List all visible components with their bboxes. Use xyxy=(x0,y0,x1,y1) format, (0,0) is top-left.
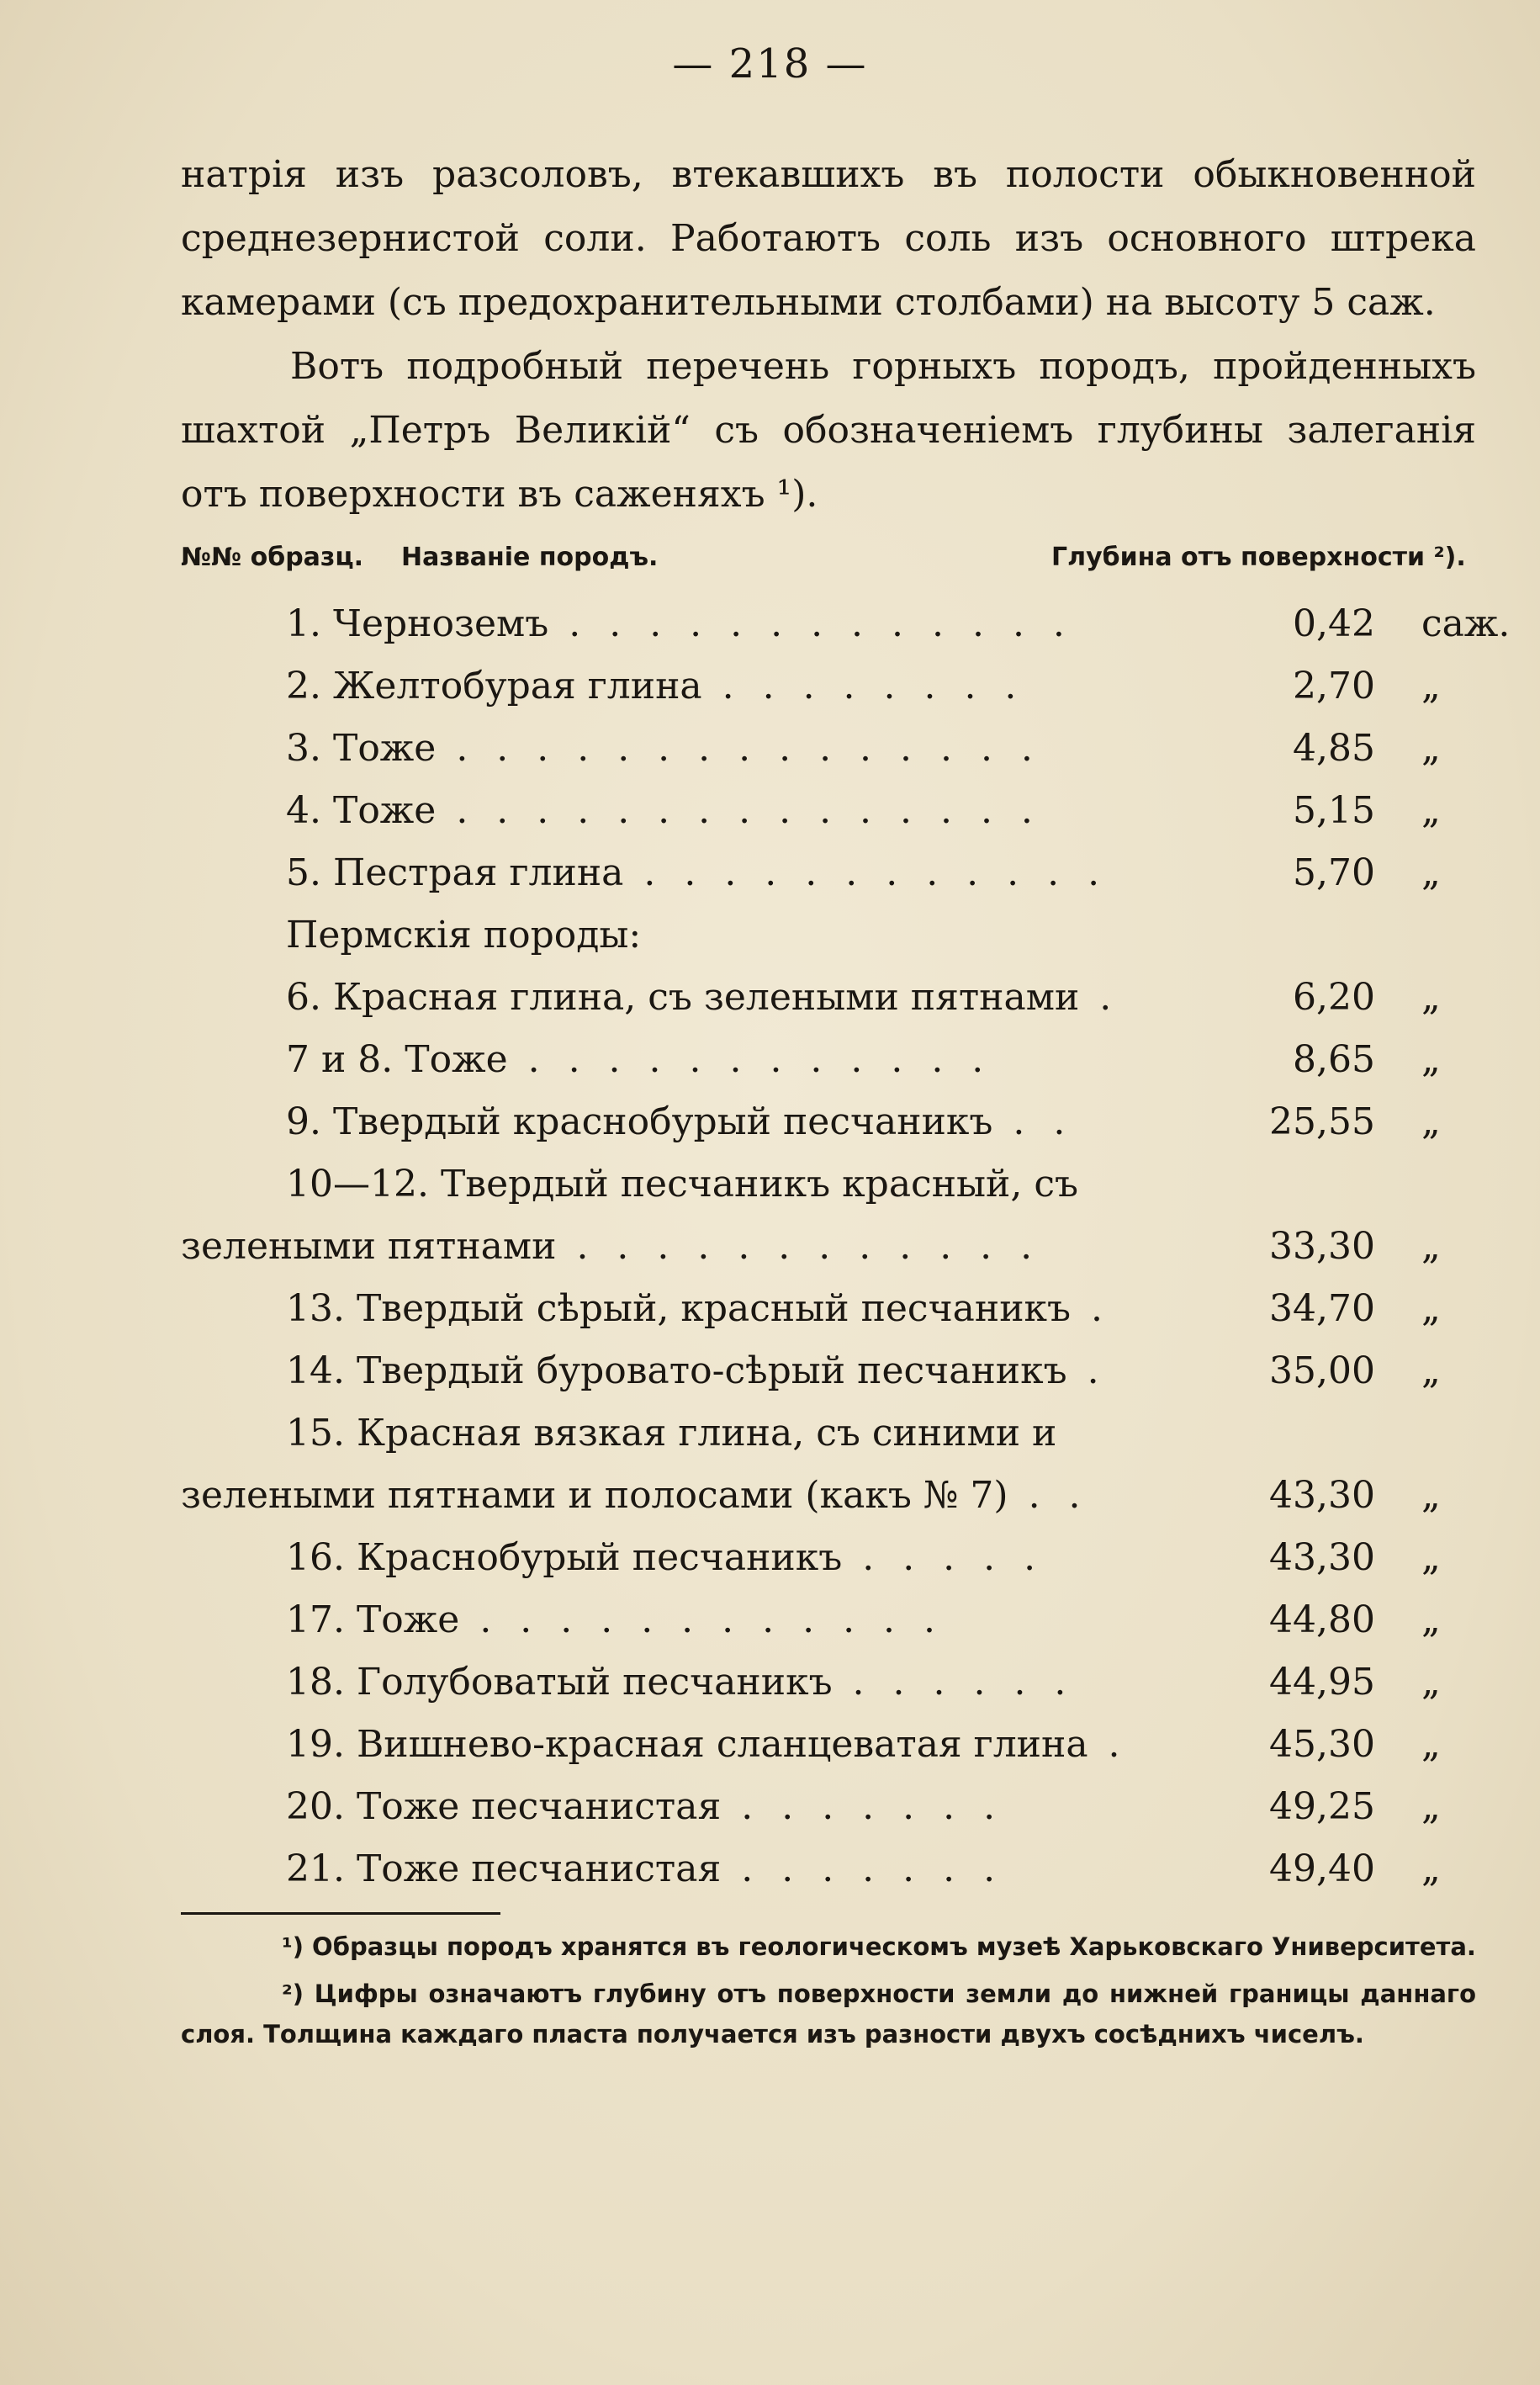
depth-value: 0,42 xyxy=(1293,602,1375,645)
depth-unit: „ xyxy=(1421,1536,1441,1579)
rock-name xyxy=(286,967,1308,1029)
rock-name-text: Пермскія породы: xyxy=(286,914,642,957)
rock-table xyxy=(181,593,1511,1900)
depth-value: 2,70 xyxy=(1293,665,1375,708)
rock-name-text: 13. Твердый сѣрый, красный песчаникъ xyxy=(286,1287,1072,1330)
rock-name xyxy=(181,1465,1308,1527)
depth-value: 34,70 xyxy=(1269,1287,1375,1330)
rock-name xyxy=(286,1589,1308,1651)
leader-dots: . . xyxy=(992,1100,1074,1143)
rock-name xyxy=(286,842,1308,904)
depth-value: 44,95 xyxy=(1269,1661,1375,1704)
rock-name xyxy=(286,1527,1308,1589)
rock-name xyxy=(286,1091,1308,1153)
leader-dots: . . . . . . . . . . . . xyxy=(507,1038,992,1081)
rock-name xyxy=(286,1402,1308,1465)
table-row xyxy=(181,655,1493,718)
header-depth: Глубина отъ поверхности ²). xyxy=(1051,543,1466,572)
table-row xyxy=(181,1589,1493,1651)
depth-value: 5,15 xyxy=(1293,789,1375,832)
leader-dots: . . . . . . . . . . . . . xyxy=(548,602,1073,645)
header-sample-number: №№ образц. xyxy=(181,543,363,572)
depth-value: 25,55 xyxy=(1269,1100,1375,1143)
depth-value: 49,40 xyxy=(1269,1847,1375,1890)
leader-dots: . . . . . . . . . . . . xyxy=(459,1598,944,1641)
depth-value: 8,65 xyxy=(1293,1038,1375,1081)
footnote-2: ²) Цифры означаютъ глубину отъ поверхности земли до нижней границы даннаго слоя. Толщина каждаго пласта получается изъ разности двухъ сосѣднихъ чиселъ. xyxy=(181,1980,1476,2048)
depth-value: 44,80 xyxy=(1269,1598,1375,1641)
table-row xyxy=(181,1340,1493,1402)
rock-name-text: 1. Черноземъ xyxy=(286,602,549,645)
depth-value: 45,30 xyxy=(1269,1723,1375,1766)
depth-unit: „ xyxy=(1421,1038,1441,1081)
leader-dots: . . xyxy=(1008,1474,1089,1517)
table-row xyxy=(181,1527,1493,1589)
depth-unit: „ xyxy=(1421,1661,1441,1704)
rock-name-text: 3. Тоже xyxy=(286,727,437,770)
depth-unit: „ xyxy=(1421,727,1441,770)
table-row xyxy=(181,967,1493,1029)
depth-value: 4,85 xyxy=(1293,727,1375,770)
rock-name-text: зелеными пятнами xyxy=(181,1225,557,1268)
leader-dots: . . . . . . . . xyxy=(701,665,1025,708)
rock-name xyxy=(286,655,1308,718)
rock-name xyxy=(286,1340,1308,1402)
page-number: — 218 — xyxy=(672,40,868,87)
section-heading xyxy=(181,904,1493,967)
rock-name-text: 14. Твердый буровато-сѣрый песчаникъ xyxy=(286,1349,1067,1392)
rock-name xyxy=(286,1153,1308,1216)
leader-dots: . . . . . . . xyxy=(721,1847,1004,1890)
depth-unit: „ xyxy=(1421,1598,1441,1641)
depth-unit: „ xyxy=(1421,1100,1441,1143)
table-row xyxy=(181,1029,1493,1091)
table-row xyxy=(181,1091,1493,1153)
depth-unit: „ xyxy=(1421,1474,1441,1517)
rock-name xyxy=(286,1776,1308,1838)
leader-dots: . . . . . . . . . . . . xyxy=(623,851,1109,894)
rock-name-text: 16. Краснобурый песчаникъ xyxy=(286,1536,843,1579)
table-row xyxy=(181,1714,1493,1776)
rock-name-text: 15. Красная вязкая глина, съ синими и xyxy=(286,1412,1057,1455)
depth-unit: „ xyxy=(1421,1225,1441,1268)
depth-value: 35,00 xyxy=(1269,1349,1375,1392)
leader-dots: . xyxy=(1088,1723,1129,1766)
depth-unit: „ xyxy=(1421,976,1441,1019)
table-row xyxy=(181,1278,1493,1340)
table-row xyxy=(181,718,1493,780)
footnote-1: ¹) Образцы породъ хранятся въ геологическомъ музеѣ Харьковскаго Университета. xyxy=(282,1932,1476,1961)
rock-name xyxy=(286,904,1308,967)
rock-name-text: 19. Вишнево-красная сланцеватая глина xyxy=(286,1723,1088,1766)
rock-name xyxy=(286,593,1308,655)
rock-name-text: зелеными пятнами и полосами (какъ № 7) xyxy=(181,1474,1008,1517)
paragraph-2: Вотъ подробный перечень горныхъ породъ, пройденныхъ шахтой „Петръ Великій“ съ обозначеніемъ глубины залеганія отъ поверхности въ саженяхъ ¹). xyxy=(181,345,1476,516)
depth-value: 49,25 xyxy=(1269,1785,1375,1828)
leader-dots: . . . . . . . . . . . . xyxy=(556,1225,1041,1268)
leader-dots: . . . . . . . xyxy=(721,1785,1004,1828)
depth-unit: „ xyxy=(1421,665,1441,708)
depth-value: 5,70 xyxy=(1293,851,1375,894)
rock-name xyxy=(181,1216,1308,1278)
depth-value: 6,20 xyxy=(1293,976,1375,1019)
rock-name xyxy=(286,718,1308,780)
depth-unit: „ xyxy=(1421,1785,1441,1828)
depth-unit: „ xyxy=(1421,851,1441,894)
paragraph-1: натрія изъ разсоловъ, втекавшихъ въ полости обыкновенной среднезернистой соли. Работаютъ соль изъ основного штрека камерами (съ предохранительными столбами) на высоту 5 саж. xyxy=(181,153,1476,324)
rock-name xyxy=(286,1838,1308,1900)
depth-unit: „ xyxy=(1421,789,1441,832)
depth-unit: „ xyxy=(1421,1349,1441,1392)
footnote-divider xyxy=(181,1912,500,1915)
rock-name-text: 18. Голубоватый песчаникъ xyxy=(286,1661,833,1704)
rock-name xyxy=(286,1651,1308,1714)
leader-dots: . . . . . . xyxy=(832,1661,1075,1704)
rock-name-text: 7 и 8. Тоже xyxy=(286,1038,508,1081)
table-header xyxy=(181,543,1484,585)
leader-dots: . . . . . . . . . . . . . . . xyxy=(436,727,1041,770)
table-row xyxy=(181,1838,1493,1900)
leader-dots: . xyxy=(1079,976,1120,1019)
rock-name xyxy=(286,780,1308,842)
header-rock-name: Названіе породъ. xyxy=(401,543,659,572)
rock-name xyxy=(286,1714,1308,1776)
rock-name-text: 9. Твердый краснобурый песчаникъ xyxy=(286,1100,993,1143)
table-row xyxy=(181,1216,1493,1278)
footnotes xyxy=(181,1927,1476,2061)
table-row xyxy=(181,842,1493,904)
leader-dots: . . . . . xyxy=(842,1536,1045,1579)
depth-value: 43,30 xyxy=(1269,1474,1375,1517)
table-row xyxy=(181,1651,1493,1714)
table-row xyxy=(181,593,1511,655)
table-row xyxy=(181,1776,1493,1838)
depth-value: 33,30 xyxy=(1269,1225,1375,1268)
table-row xyxy=(181,1465,1493,1527)
leader-dots: . xyxy=(1071,1287,1112,1330)
rock-name-text: 20. Тоже песчанистая xyxy=(286,1785,722,1828)
rock-name-text: 2. Желтобурая глина xyxy=(286,665,702,708)
rock-name-text: 10—12. Твердый песчаникъ красный, съ xyxy=(286,1163,1078,1206)
leader-dots: . xyxy=(1066,1349,1108,1392)
depth-unit: „ xyxy=(1421,1723,1441,1766)
rock-name-text: 6. Красная глина, съ зелеными пятнами xyxy=(286,976,1080,1019)
depth-unit: саж. xyxy=(1421,602,1511,645)
rock-name-text: 21. Тоже песчанистая xyxy=(286,1847,722,1890)
body-text xyxy=(181,143,1476,527)
table-row xyxy=(181,780,1493,842)
rock-name xyxy=(286,1029,1308,1091)
rock-name-text: 5. Пестрая глина xyxy=(286,851,624,894)
rock-name-text: 17. Тоже xyxy=(286,1598,460,1641)
depth-unit: „ xyxy=(1421,1847,1441,1890)
depth-unit: „ xyxy=(1421,1287,1441,1330)
table-row xyxy=(181,1153,1493,1216)
rock-name xyxy=(286,1278,1308,1340)
leader-dots: . . . . . . . . . . . . . . . xyxy=(436,789,1041,832)
depth-value: 43,30 xyxy=(1269,1536,1375,1579)
table-row xyxy=(181,1402,1493,1465)
rock-name-text: 4. Тоже xyxy=(286,789,437,832)
